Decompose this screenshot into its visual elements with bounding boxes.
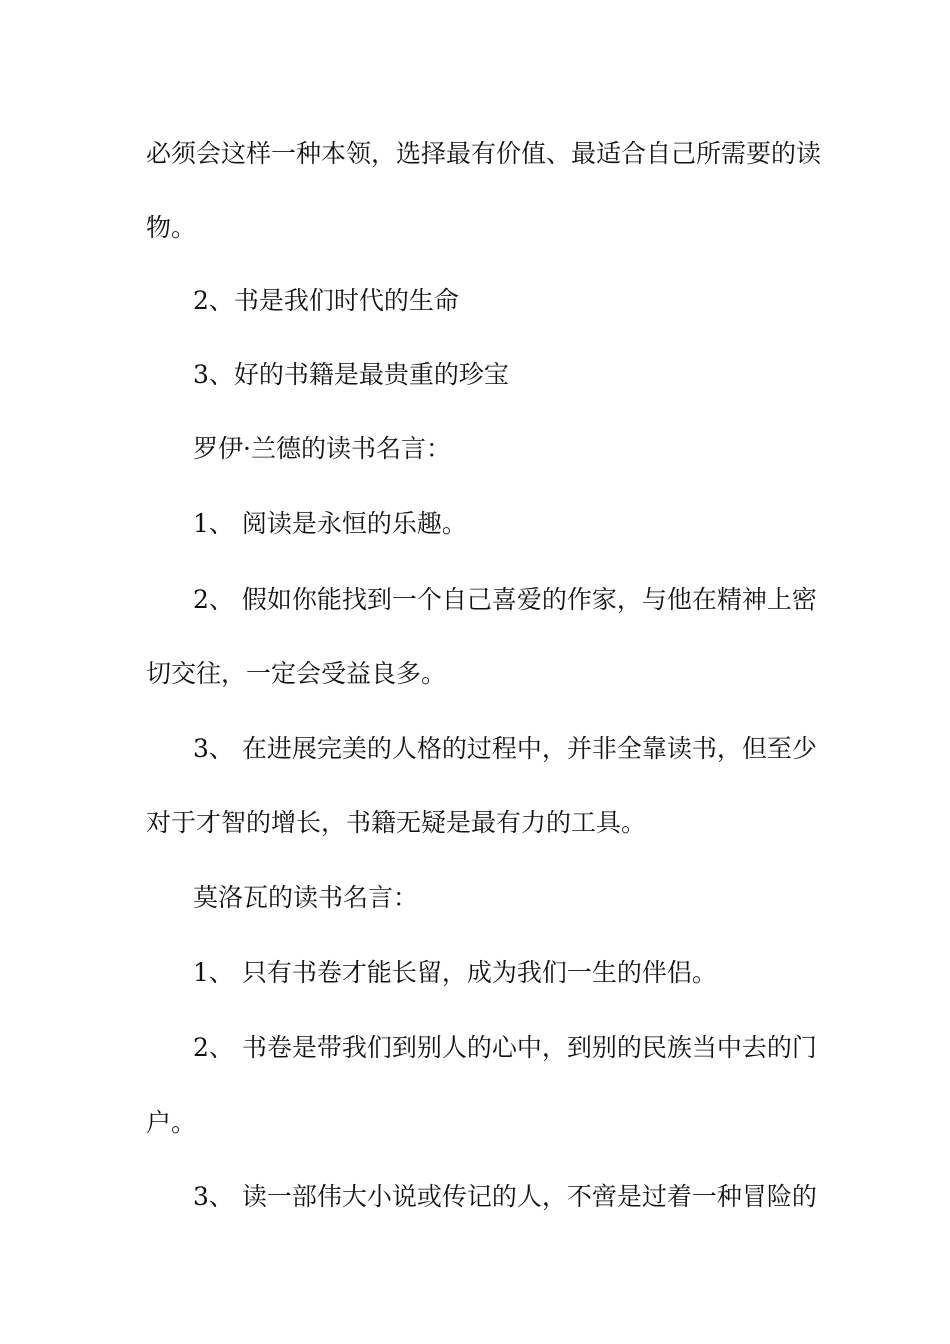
list-item: 2、 假如你能找到一个自己喜爱的作家，与他在精神上密	[193, 585, 817, 614]
section-heading: 罗伊·兰德的读书名言：	[193, 434, 451, 463]
text-line: 切交往，一定会受益良多。	[146, 659, 447, 688]
list-item: 1、 只有书卷才能长留，成为我们一生的伴侣。	[193, 958, 717, 987]
text-line: 必须会这样一种本领，选择最有价值、最适合自己所需要的读	[146, 139, 822, 168]
list-item: 3、 读一部伟大小说或传记的人，不啻是过着一种冒险的	[193, 1182, 817, 1211]
list-item: 3、好的书籍是最贵重的珍宝	[193, 360, 509, 389]
list-item: 3、 在进展完美的人格的过程中，并非全靠读书，但至少	[193, 734, 817, 763]
text-line: 对于才智的增长，书籍无疑是最有力的工具。	[146, 808, 647, 837]
list-item: 2、书是我们时代的生命	[193, 286, 459, 315]
list-item: 1、 阅读是永恒的乐趣。	[193, 509, 467, 538]
section-heading: 莫洛瓦的读书名言：	[193, 883, 419, 912]
text-line: 物。	[146, 213, 197, 242]
text-line: 户。	[146, 1108, 197, 1137]
list-item: 2、 书卷是带我们到别人的心中，到别的民族当中去的门	[193, 1033, 817, 1062]
